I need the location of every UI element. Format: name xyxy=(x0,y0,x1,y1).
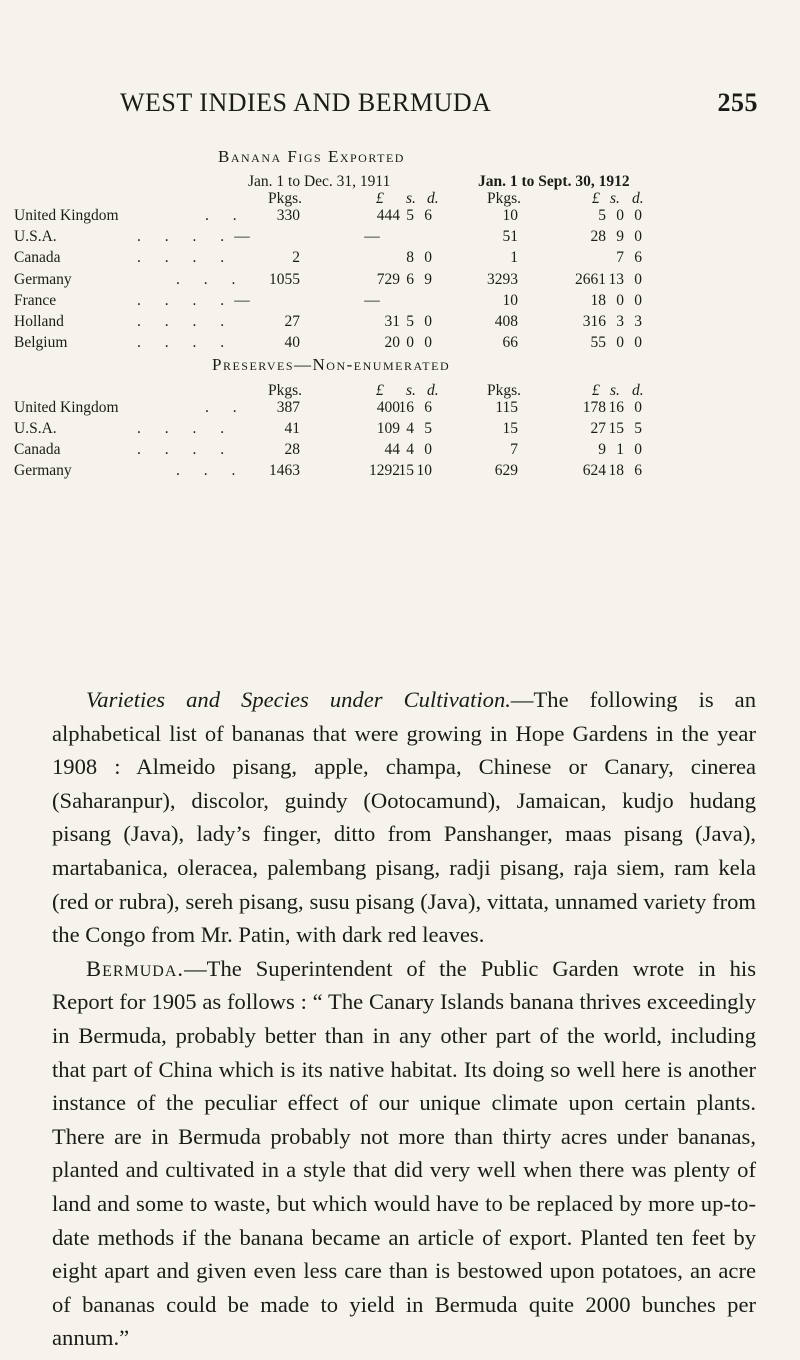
row-country: U.S.A. xyxy=(14,228,57,246)
cell-d2: 3 xyxy=(634,313,642,330)
col-header-l2: £ xyxy=(592,382,600,399)
cell-s2: 1 xyxy=(616,441,624,458)
cell-l1: 729 xyxy=(376,270,400,288)
cell-s2: 7 xyxy=(616,249,624,267)
cell-pkgs2: 7 xyxy=(510,441,518,458)
cell-pkgs2: 15 xyxy=(502,420,518,437)
cell-d1: 9 xyxy=(424,270,432,288)
row-leader-dots: . . . . xyxy=(137,313,235,330)
cell-pkgs1: 387 xyxy=(276,399,300,416)
cell-s1: 15 xyxy=(398,462,414,479)
row-country: U.S.A. xyxy=(14,420,57,437)
cell-l2: 178 xyxy=(582,399,606,416)
cell-pkgs1: 2 xyxy=(292,249,300,267)
cell-d1: 0 xyxy=(424,334,432,352)
cell-pkgs1: — xyxy=(234,291,250,309)
cell-pkgs2: 51 xyxy=(502,228,518,246)
cell-s2: 9 xyxy=(616,228,624,246)
bermuda-text: —The Superintendent of the Public Garden wrote in his Report for 1905 as follows : “ The Canary Islands banana thrives exceedingly in Bermuda, probably better than in any other part of the world, including that part of China which is its native habitat. Its doing so well here is another instance of the peculiar effect of our unique climate upon certain plants. There are in Bermuda probably not more than thirty acres under bananas, planted and cultivated in a style that did very well when there was plenty of land and some to waste, but which would have to be replaced by more up-to-date methods if the banana became an article of export. Planted ten feet by eight apart and given even less care than is bestowed upon potatoes, an acre of bananas could be made to yield in Bermuda quite 2000 bunches per annum.” xyxy=(52,955,756,1351)
cell-s2: 13 xyxy=(608,270,624,288)
cell-d2: 5 xyxy=(634,420,642,437)
page-number: 255 xyxy=(717,88,758,117)
cell-d2: 0 xyxy=(634,334,642,352)
cell-l2: 2661 xyxy=(575,270,606,288)
col-header-d1: d. xyxy=(427,190,439,207)
cell-l1: 20 xyxy=(384,334,400,352)
cell-s1: 0 xyxy=(406,334,414,352)
cell-d2: 0 xyxy=(634,207,642,224)
col-header-d2: d. xyxy=(632,382,644,399)
col-header-pkgs1: Pkgs. xyxy=(268,190,303,207)
row-leader-dots: . . . . xyxy=(137,249,235,267)
cell-d2: 6 xyxy=(634,462,642,479)
cell-l2: 27 xyxy=(590,420,606,437)
cell-l1: 109 xyxy=(376,420,400,437)
cell-s1: 8 xyxy=(406,249,414,267)
table1-period-1912: Jan. 1 to Sept. 30, 1912 xyxy=(478,173,630,190)
cell-s1: 4 xyxy=(406,420,414,437)
cell-pkgs2: 10 xyxy=(502,291,518,309)
cell-l2: 624 xyxy=(582,462,606,479)
cell-l1: 31 xyxy=(384,313,400,330)
cell-d2: 6 xyxy=(634,249,642,267)
cell-pkgs2: 10 xyxy=(502,207,518,224)
cell-l2: 316 xyxy=(582,313,606,330)
row-leader-dots: . . . . xyxy=(137,420,235,437)
table1-title: Banana Figs Exported xyxy=(218,147,405,166)
row-country: Germany xyxy=(14,270,72,288)
cell-pkgs2: 629 xyxy=(494,462,518,479)
varieties-paragraph xyxy=(52,683,756,952)
cell-pkgs2: 115 xyxy=(495,399,518,416)
cell-pkgs2: 3293 xyxy=(487,270,518,288)
cell-d1: 6 xyxy=(424,399,432,416)
row-country: Canada xyxy=(14,249,61,267)
cell-d1: 0 xyxy=(424,249,432,267)
cell-s2: 0 xyxy=(616,334,624,352)
cell-d1: 0 xyxy=(424,313,432,330)
row-leader-dots: . . xyxy=(205,399,247,416)
col-header-l2: £ xyxy=(592,190,600,207)
cell-l1: — xyxy=(364,291,380,309)
cell-s2: 18 xyxy=(608,462,624,479)
body-text xyxy=(52,683,756,1355)
row-country: United Kingdom xyxy=(14,399,119,416)
row-leader-dots: . . . . xyxy=(137,228,235,246)
cell-d1: 0 xyxy=(424,441,432,458)
cell-l1: 44 xyxy=(384,441,400,458)
row-leader-dots: . . . . xyxy=(137,334,235,352)
bermuda-paragraph xyxy=(52,952,756,1355)
cell-pkgs1: 330 xyxy=(276,207,300,224)
cell-s1: 5 xyxy=(406,313,414,330)
cell-s1: 16 xyxy=(398,399,414,416)
row-country: Canada xyxy=(14,441,61,458)
cell-l2: 9 xyxy=(598,441,606,458)
cell-l2: 28 xyxy=(590,228,606,246)
cell-d2: 0 xyxy=(634,270,642,288)
cell-pkgs1: — xyxy=(234,228,250,246)
col-header-d1: d. xyxy=(427,382,439,399)
cell-l1: — xyxy=(364,228,380,246)
col-header-pkgs2: Pkgs. xyxy=(487,190,522,207)
row-leader-dots: . . . xyxy=(176,462,246,479)
cell-l2: 55 xyxy=(590,334,606,352)
col-header-l1: £ xyxy=(376,190,384,207)
row-country: Holland xyxy=(14,313,64,330)
col-header-pkgs1: Pkgs. xyxy=(268,382,303,399)
cell-pkgs1: 41 xyxy=(284,420,300,437)
col-header-pkgs2: Pkgs. xyxy=(487,382,522,399)
cell-s1: 5 xyxy=(406,207,414,224)
table2-title: Preserves—Non-enumerated xyxy=(212,355,451,374)
cell-s2: 3 xyxy=(616,313,624,330)
cell-pkgs1: 1463 xyxy=(269,462,300,479)
cell-d1: 6 xyxy=(424,207,432,224)
cell-pkgs1: 27 xyxy=(284,313,300,330)
cell-d2: 0 xyxy=(634,228,642,246)
row-leader-dots: . . xyxy=(205,207,247,224)
cell-l2: 18 xyxy=(590,291,606,309)
col-header-d2: d. xyxy=(632,190,644,207)
col-header-l1: £ xyxy=(376,382,384,399)
cell-d1: 5 xyxy=(424,420,432,437)
cell-d2: 0 xyxy=(634,399,642,416)
table1-period-1911: Jan. 1 to Dec. 31, 1911 xyxy=(248,173,391,190)
cell-pkgs1: 1055 xyxy=(269,270,300,288)
row-country: France xyxy=(14,291,57,309)
row-country: Belgium xyxy=(14,334,68,352)
cell-pkgs1: 40 xyxy=(284,334,300,352)
row-leader-dots: . . . . xyxy=(137,291,235,309)
cell-s2: 0 xyxy=(616,291,624,309)
row-leader-dots: . . . . xyxy=(137,441,235,458)
cell-d1: 10 xyxy=(416,462,432,479)
cell-s1: 4 xyxy=(406,441,414,458)
cell-d2: 0 xyxy=(634,291,642,309)
col-header-s1: s. xyxy=(406,382,416,399)
cell-pkgs2: 408 xyxy=(494,313,518,330)
varieties-heading: Varieties and Species under Cultivation. xyxy=(86,687,511,712)
cell-l1: 444 xyxy=(376,207,400,224)
col-header-s2: s. xyxy=(610,382,620,399)
cell-pkgs1: 28 xyxy=(284,441,300,458)
cell-s2: 0 xyxy=(616,207,624,224)
col-header-s2: s. xyxy=(610,190,620,207)
cell-s2: 15 xyxy=(608,420,624,437)
row-leader-dots: . . . xyxy=(176,270,246,288)
cell-d2: 0 xyxy=(634,441,642,458)
cell-s2: 16 xyxy=(608,399,624,416)
cell-l2: 5 xyxy=(598,207,606,224)
cell-s1: 6 xyxy=(406,270,414,288)
cell-pkgs2: 1 xyxy=(510,249,518,267)
row-country: Germany xyxy=(14,462,72,479)
running-title: WEST INDIES AND BERMUDA xyxy=(120,88,492,117)
cell-l1: 400 xyxy=(376,399,400,416)
varieties-text: —The following is an alphabetical list of bananas that were growing in Hope Gardens in the year 1908 : Almeido pisang, apple, champa, Chinese or Canary, cinerea (Saharanpur), discolor, guindy (Ootocamund), Jamaican, kudjo hudang pisang (Java), lady’s finger, ditto from Panshanger, maas pisang (Java), martabanica, oleracea, palembang pisang, radji pisang, raja siem, ram kela (red or rubra), sereh pisang, susu pisang (Java), vittata, unnamed variety from the Congo from Mr. Patin, with dark red leaves. xyxy=(52,687,756,948)
cell-l1: 1292 xyxy=(369,462,400,479)
cell-pkgs2: 66 xyxy=(502,334,518,352)
col-header-s1: s. xyxy=(406,190,416,207)
bermuda-heading: Bermuda. xyxy=(86,955,185,981)
row-country: United Kingdom xyxy=(14,207,119,224)
